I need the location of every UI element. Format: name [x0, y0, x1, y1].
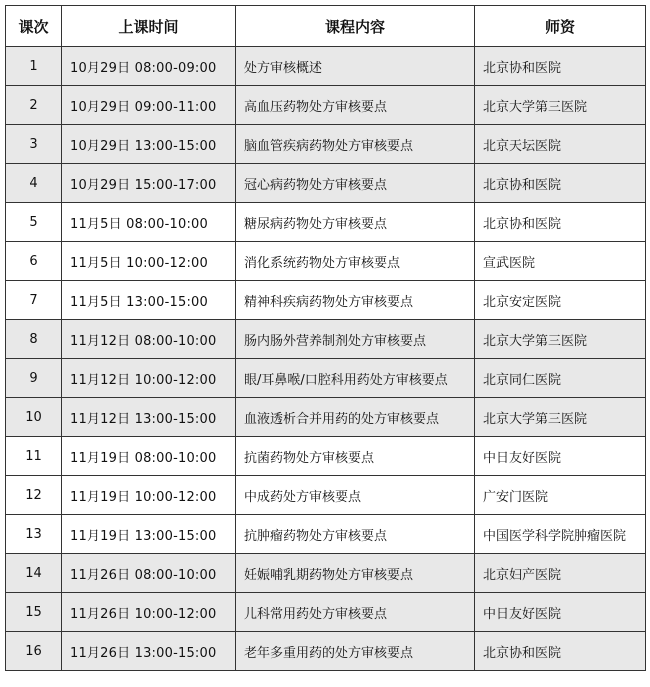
- cell-teacher: 北京大学第三医院: [475, 398, 646, 437]
- cell-time: 11月5日 13:00-15:00: [62, 281, 236, 320]
- cell-teacher: 中日友好医院: [475, 437, 646, 476]
- cell-index: 2: [6, 86, 62, 125]
- table-row: [6, 359, 646, 398]
- cell-content: 冠心病药物处方审核要点: [236, 164, 475, 203]
- table-row: [6, 125, 646, 164]
- cell-teacher: 北京同仁医院: [475, 359, 646, 398]
- cell-index: 14: [6, 554, 62, 593]
- cell-content: 中成药处方审核要点: [236, 476, 475, 515]
- cell-teacher: 北京协和医院: [475, 632, 646, 671]
- cell-time: 10月29日 13:00-15:00: [62, 125, 236, 164]
- cell-content: 高血压药物处方审核要点: [236, 86, 475, 125]
- cell-index: 8: [6, 320, 62, 359]
- cell-index: 1: [6, 47, 62, 86]
- cell-time: 11月26日 13:00-15:00: [62, 632, 236, 671]
- cell-index: 5: [6, 203, 62, 242]
- cell-time: 11月19日 13:00-15:00: [62, 515, 236, 554]
- header-index: 课次: [6, 6, 62, 47]
- cell-teacher: 北京大学第三医院: [475, 320, 646, 359]
- table-row: [6, 86, 646, 125]
- header-teacher: 师资: [475, 6, 646, 47]
- cell-teacher: 北京妇产医院: [475, 554, 646, 593]
- cell-index: 12: [6, 476, 62, 515]
- cell-index: 6: [6, 242, 62, 281]
- cell-content: 血液透析合并用药的处方审核要点: [236, 398, 475, 437]
- cell-time: 11月12日 10:00-12:00: [62, 359, 236, 398]
- table-row: [6, 554, 646, 593]
- cell-teacher: 中国医学科学院肿瘤医院: [475, 515, 646, 554]
- cell-time: 10月29日 15:00-17:00: [62, 164, 236, 203]
- cell-time: 11月5日 10:00-12:00: [62, 242, 236, 281]
- header-content: 课程内容: [236, 6, 475, 47]
- table-row: [6, 515, 646, 554]
- table-row: [6, 476, 646, 515]
- table-row: [6, 593, 646, 632]
- cell-content: 儿科常用药处方审核要点: [236, 593, 475, 632]
- cell-time: 11月5日 08:00-10:00: [62, 203, 236, 242]
- cell-content: 糖尿病药物处方审核要点: [236, 203, 475, 242]
- cell-index: 10: [6, 398, 62, 437]
- cell-teacher: 北京协和医院: [475, 164, 646, 203]
- cell-content: 处方审核概述: [236, 47, 475, 86]
- table-row: [6, 437, 646, 476]
- cell-index: 9: [6, 359, 62, 398]
- cell-time: 10月29日 09:00-11:00: [62, 86, 236, 125]
- table-row: [6, 47, 646, 86]
- cell-time: 11月26日 08:00-10:00: [62, 554, 236, 593]
- cell-content: 消化系统药物处方审核要点: [236, 242, 475, 281]
- table-header: [6, 6, 646, 47]
- cell-time: 11月19日 10:00-12:00: [62, 476, 236, 515]
- cell-time: 11月19日 08:00-10:00: [62, 437, 236, 476]
- cell-content: 精神科疾病药物处方审核要点: [236, 281, 475, 320]
- cell-index: 3: [6, 125, 62, 164]
- table-row: [6, 320, 646, 359]
- cell-index: 15: [6, 593, 62, 632]
- cell-index: 4: [6, 164, 62, 203]
- cell-teacher: 北京协和医院: [475, 203, 646, 242]
- cell-time: 11月26日 10:00-12:00: [62, 593, 236, 632]
- table-row: [6, 203, 646, 242]
- table-row: [6, 242, 646, 281]
- cell-teacher: 北京天坛医院: [475, 125, 646, 164]
- table-row: [6, 281, 646, 320]
- table-body: [6, 47, 646, 671]
- cell-teacher: 中日友好医院: [475, 593, 646, 632]
- table-row: [6, 164, 646, 203]
- header-time: 上课时间: [62, 6, 236, 47]
- cell-content: 眼/耳鼻喉/口腔科用药处方审核要点: [236, 359, 475, 398]
- cell-index: 16: [6, 632, 62, 671]
- cell-teacher: 北京大学第三医院: [475, 86, 646, 125]
- cell-index: 11: [6, 437, 62, 476]
- cell-content: 妊娠哺乳期药物处方审核要点: [236, 554, 475, 593]
- course-schedule-table: [5, 5, 646, 671]
- cell-time: 11月12日 08:00-10:00: [62, 320, 236, 359]
- cell-teacher: 北京安定医院: [475, 281, 646, 320]
- cell-time: 11月12日 13:00-15:00: [62, 398, 236, 437]
- cell-content: 抗肿瘤药物处方审核要点: [236, 515, 475, 554]
- cell-index: 13: [6, 515, 62, 554]
- cell-content: 脑血管疾病药物处方审核要点: [236, 125, 475, 164]
- cell-teacher: 广安门医院: [475, 476, 646, 515]
- header-row: [6, 6, 646, 47]
- cell-content: 肠内肠外营养制剂处方审核要点: [236, 320, 475, 359]
- table-row: [6, 398, 646, 437]
- table-row: [6, 632, 646, 671]
- cell-teacher: 北京协和医院: [475, 47, 646, 86]
- cell-index: 7: [6, 281, 62, 320]
- cell-content: 老年多重用药的处方审核要点: [236, 632, 475, 671]
- cell-content: 抗菌药物处方审核要点: [236, 437, 475, 476]
- cell-teacher: 宣武医院: [475, 242, 646, 281]
- cell-time: 10月29日 08:00-09:00: [62, 47, 236, 86]
